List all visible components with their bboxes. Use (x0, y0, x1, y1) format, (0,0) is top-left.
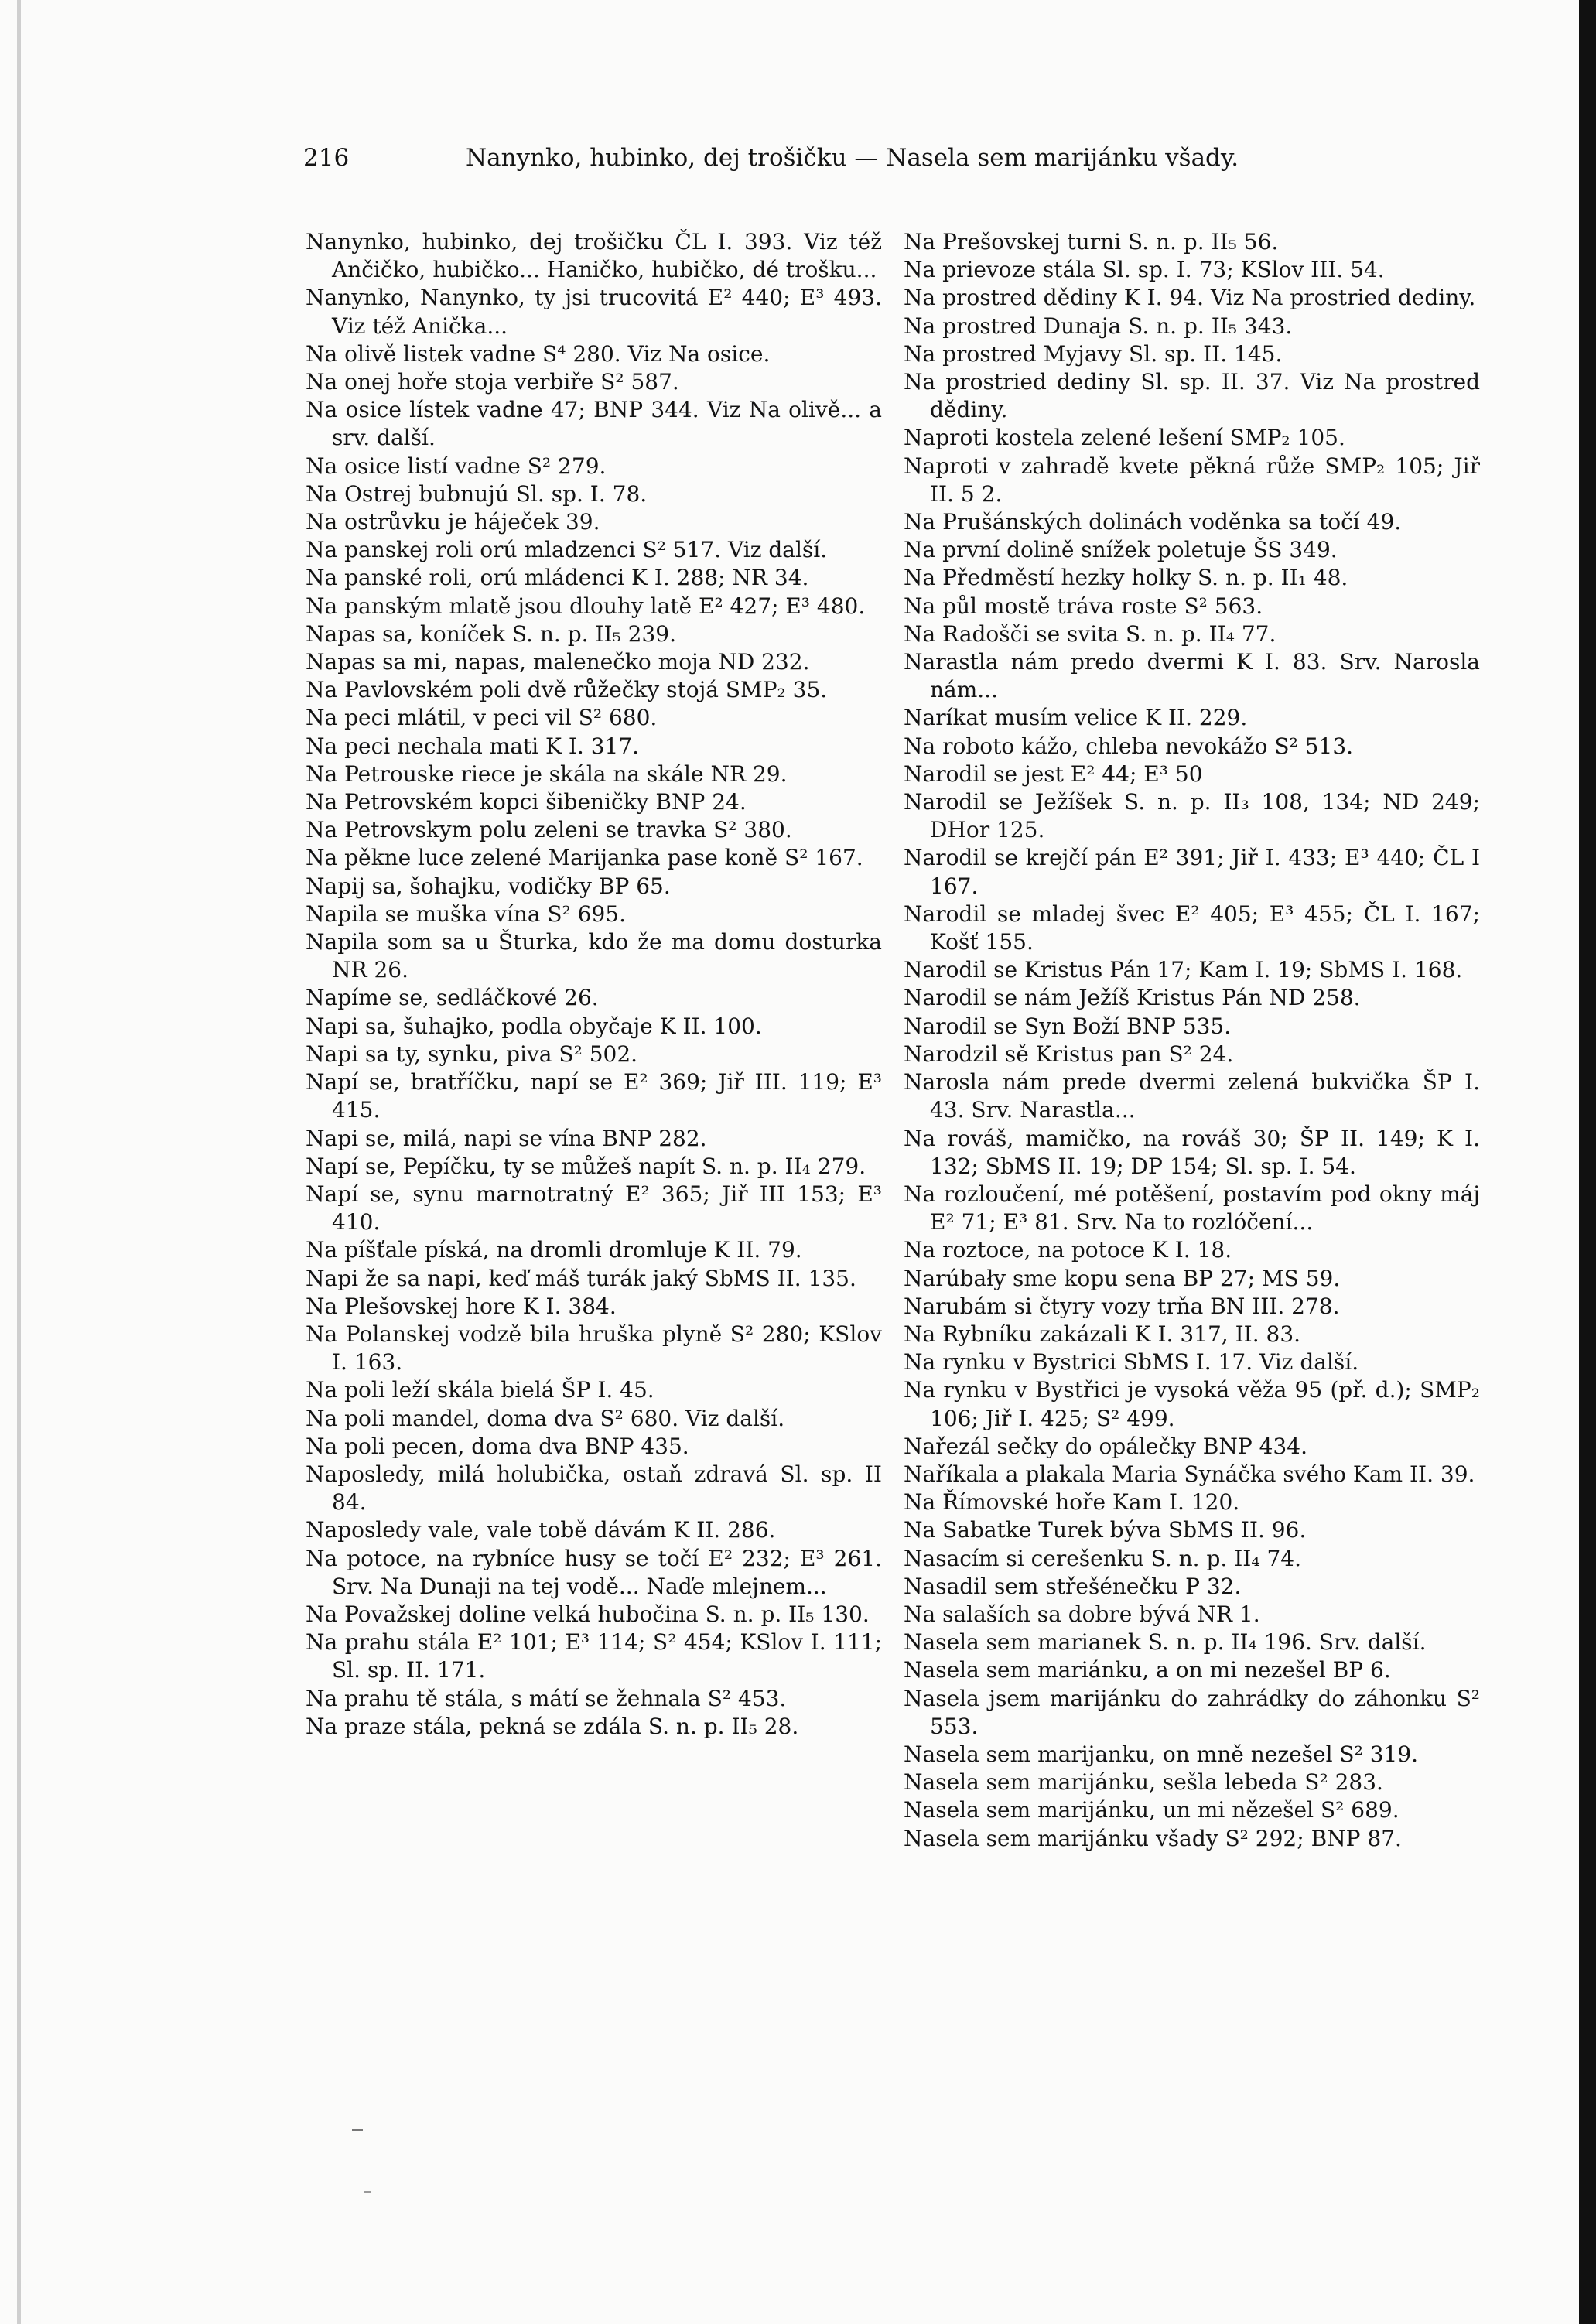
index-entry: Napas sa, koníček S. n. p. II₅ 239. (306, 620, 677, 647)
index-entry: Na Rybníku zakázali K I. 317, II. 83. (904, 1321, 1301, 1347)
index-entry: Nasacím si cerešenku S. n. p. II₄ 74. (904, 1545, 1301, 1571)
scan-speck (352, 2129, 363, 2131)
index-entry: Narodil se Syn Boží BNP 535. (904, 1013, 1232, 1039)
index-entry: Napi že sa napi, keď máš turák jaký SbMS II. 135. (306, 1265, 856, 1291)
index-entry: Nasadil sem střešénečku P 32. (904, 1573, 1242, 1599)
index-entry: Na poli mandel, doma dva S² 680. Viz další. (306, 1405, 785, 1431)
index-entry: Na Petrovském kopci šibeničky BNP 24. (306, 789, 747, 815)
index-entry: Napí se, bratříčku, napí se E² 369; Jiř III. 119; E³ 415. (306, 1069, 882, 1123)
index-entry: Na rynku v Bystrici SbMS I. 17. Viz další. (904, 1349, 1359, 1376)
index-entry: Na ostrůvku je háječek 39. (306, 509, 600, 535)
index-entry: Na potoce, na rybníce husy se točí E² 232; E³ 261. Srv. Na Dunaji na tej vodě... Naďe mlejnem... (306, 1545, 882, 1599)
index-entry: Na roboto kážo, chleba nevokážo S² 513. (904, 733, 1354, 759)
index-entry: Nasela sem marijánku, sešla lebeda S² 283. (904, 1769, 1383, 1796)
index-entry: Na Prušánských dolinách voděnka sa točí 49. (904, 509, 1402, 535)
scan-left-edge (17, 0, 21, 2324)
index-entry: Na píšťale píská, na dromli dromluje K II. 79. (306, 1237, 802, 1263)
left-column (306, 228, 882, 1741)
scan-right-edge (1579, 0, 1596, 2324)
index-entry: Nasela sem mariánku, a on mi nezešel BP 6. (904, 1657, 1391, 1683)
index-entry: Na Sabatke Turek býva SbMS II. 96. (904, 1517, 1307, 1543)
index-entry: Na roztoce, na potoce K I. 18. (904, 1237, 1232, 1263)
index-entry: Napí se, Pepíčku, ty se můžeš napít S. n. p. II₄ 279. (306, 1153, 866, 1179)
index-entry: Na prostried dediny Sl. sp. II. 37. Viz Na prostred dědiny. (904, 369, 1480, 423)
index-entry: Naríkat musím velice K II. 229. (904, 705, 1248, 731)
index-entry: Na Prešovskej turni S. n. p. II₅ 56. (904, 229, 1279, 255)
index-entry: Na rynku v Bystřici je vysoká věža 95 (př. d.); SMP₂ 106; Jiř I. 425; S² 499. (904, 1377, 1480, 1431)
index-entry: Na osice listí vadne S² 279. (306, 453, 607, 479)
index-entry: Na Římovské hoře Kam I. 120. (904, 1489, 1240, 1516)
index-entry: Naproti v zahradě kvete pěkná růže SMP₂ 105; Jiř II. 5 2. (904, 453, 1480, 507)
index-entry: Napí se, synu marnotratný E² 365; Jiř III 153; E³ 410. (306, 1181, 882, 1235)
index-entry: Na panskej roli orú mladzenci S² 517. Viz další. (306, 537, 828, 563)
index-entry: Narosla nám prede dvermi zelená bukvička ŠP I. 43. Srv. Narastla... (904, 1069, 1480, 1123)
index-entry: Naproti kostela zelené lešení SMP₂ 105. (904, 425, 1345, 451)
index-entry: Na praze stála, pekná se zdála S. n. p. II₅ 28. (306, 1713, 799, 1739)
index-entry: Na peci mlátil, v peci vil S² 680. (306, 705, 658, 731)
page-number: 216 (303, 144, 350, 172)
index-entry: Nanynko, Nanynko, ty jsi trucovitá E² 440; E³ 493. Viz též Anička... (306, 285, 882, 339)
index-entry: Na olivě listek vadne S⁴ 280. Viz Na osice. (306, 340, 771, 367)
index-entry: Na Považskej doline velká hubočina S. n. p. II₅ 130. (306, 1601, 870, 1627)
index-entry: Na Plešovskej hore K I. 384. (306, 1293, 617, 1319)
index-entry: Naříkala a plakala Maria Synáčka svého Kam II. 39. (904, 1461, 1475, 1487)
index-entry: Narubám si čtyry vozy trňa BN III. 278. (904, 1293, 1340, 1319)
running-head (303, 144, 1309, 172)
index-entry: Nasela sem marijanku, on mně nezešel S² 319. (904, 1741, 1419, 1767)
index-entry: Napila som sa u Šturka, kdo že ma domu dosturka NR 26. (306, 929, 882, 983)
index-entry: Narodil se jest E² 44; E³ 50 (904, 760, 1203, 787)
index-entry: Na panským mlatě jsou dlouhy latě E² 427; E³ 480. (306, 593, 866, 619)
index-entry: Narodil se Ježíšek S. n. p. II₃ 108, 134; ND 249; DHor 125. (904, 789, 1480, 843)
index-entry: Nanynko, hubinko, dej trošičku ČL I. 393. Viz též Ančičko, hubičko... Haničko, hubičko, dé trošku... (306, 229, 882, 283)
index-entry: Na onej hoře stoja verbiře S² 587. (306, 369, 679, 395)
index-entry: Narodil se mladej švec E² 405; E³ 455; ČL I. 167; Košť 155. (904, 901, 1480, 955)
index-entry: Na rováš, mamičko, na rováš 30; ŠP II. 149; K I. 132; SbMS II. 19; DP 154; Sl. sp. I. 54. (904, 1125, 1480, 1179)
index-entry: Naposledy, milá holubička, ostaň zdravá Sl. sp. II 84. (306, 1461, 882, 1516)
index-entry: Na půl mostě tráva roste S² 563. (904, 593, 1263, 619)
page-title: Nanynko, hubinko, dej trošičku — Nasela sem marijánku všady. (466, 144, 1239, 172)
index-entry: Nasela sem marianek S. n. p. II₄ 196. Srv. další. (904, 1629, 1427, 1656)
index-entry: Napas sa mi, napas, malenečko moja ND 232. (306, 649, 810, 675)
index-entry: Napi se, milá, napi se vína BNP 282. (306, 1125, 707, 1151)
index-entry: Na rozloučení, mé potěšení, postavím pod okny máj E² 71; E³ 81. Srv. Na to rozlóčení... (904, 1181, 1480, 1235)
index-entry: Narodil se nám Ježíš Kristus Pán ND 258. (904, 985, 1361, 1011)
index-entry: Narúbały sme kopu sena BP 27; MS 59. (904, 1265, 1341, 1291)
index-entry: Na poli leží skála bielá ŠP I. 45. (306, 1377, 654, 1403)
index-entry: Na salaších sa dobre bývá NR 1. (904, 1601, 1260, 1627)
index-entry: Napi sa ty, synku, piva S² 502. (306, 1041, 638, 1067)
index-entry: Narodzil sě Kristus pan S² 24. (904, 1041, 1234, 1067)
right-column (904, 228, 1480, 1853)
index-entry: Na poli pecen, doma dva BNP 435. (306, 1433, 689, 1459)
index-entry: Na peci nechala mati K I. 317. (306, 733, 640, 759)
index-entry: Naposledy vale, vale tobě dávám K II. 286. (306, 1517, 776, 1543)
index-entry: Na Pavlovském poli dvě růžečky stojá SMP₂ 35. (306, 677, 828, 703)
scan-speck (364, 2191, 371, 2193)
index-entry: Na prostred dědiny K I. 94. Viz Na prostried dediny. (904, 285, 1476, 311)
index-entry: Na prostred Dunaja S. n. p. II₅ 343. (904, 313, 1293, 339)
index-entry: Nasela sem marijánku všady S² 292; BNP 87. (904, 1825, 1402, 1851)
index-entry: Na první dolině snížek poletuje ŠS 349. (904, 537, 1338, 563)
index-entry: Na panské roli, orú mládenci K I. 288; NR 34. (306, 565, 809, 591)
index-entry: Na Předměstí hezky holky S. n. p. II₁ 48. (904, 565, 1348, 591)
index-entry: Narastla nám predo dvermi K I. 83. Srv. Narosla nám... (904, 649, 1480, 703)
index-entry: Na prievoze stála Sl. sp. I. 73; KSlov III. 54. (904, 257, 1385, 283)
index-entry: Na pěkne luce zelené Marijanka pase koně S² 167. (306, 845, 863, 871)
index-entry: Nasela jsem marijánku do zahrádky do záhonku S² 553. (904, 1685, 1480, 1739)
index-entry: Napíme se, sedláčkové 26. (306, 985, 599, 1011)
index-entry: Na Polanskej vodzě bila hruška plyně S² 280; KSlov I. 163. (306, 1321, 882, 1376)
index-entry: Napij sa, šohajku, vodičky BP 65. (306, 873, 671, 899)
index-entry: Na Radošči se svita S. n. p. II₄ 77. (904, 620, 1276, 647)
index-entry: Na Petrovskym polu zeleni se travka S² 380. (306, 817, 792, 843)
index-entry: Na prahu tě stála, s mátí se žehnala S² 453. (306, 1685, 787, 1711)
index-entry: Napi sa, šuhajko, podla obyčaje K II. 100. (306, 1013, 762, 1039)
index-entry: Narodil se krejčí pán E² 391; Jiř I. 433; E³ 440; ČL I 167. (904, 845, 1480, 899)
index-entry: Na osice lístek vadne 47; BNP 344. Viz Na olivě... a srv. další. (306, 397, 882, 451)
index-entry: Napila se muška vína S² 695. (306, 901, 627, 927)
index-entry: Nasela sem marijánku, un mi nězešel S² 689. (904, 1797, 1399, 1823)
index-entry: Na Ostrej bubnujú Sl. sp. I. 78. (306, 480, 648, 507)
index-entry: Nařezál sečky do opálečky BNP 434. (904, 1433, 1307, 1459)
index-entry: Na prahu stála E² 101; E³ 114; S² 454; KSlov I. 111; Sl. sp. II. 171. (306, 1629, 882, 1683)
index-entry: Narodil se Kristus Pán 17; Kam I. 19; SbMS I. 168. (904, 957, 1463, 983)
index-entry: Na Petrouske riece je skála na skále NR 29. (306, 760, 788, 787)
index-entry: Na prostred Myjavy Sl. sp. II. 145. (904, 340, 1283, 367)
